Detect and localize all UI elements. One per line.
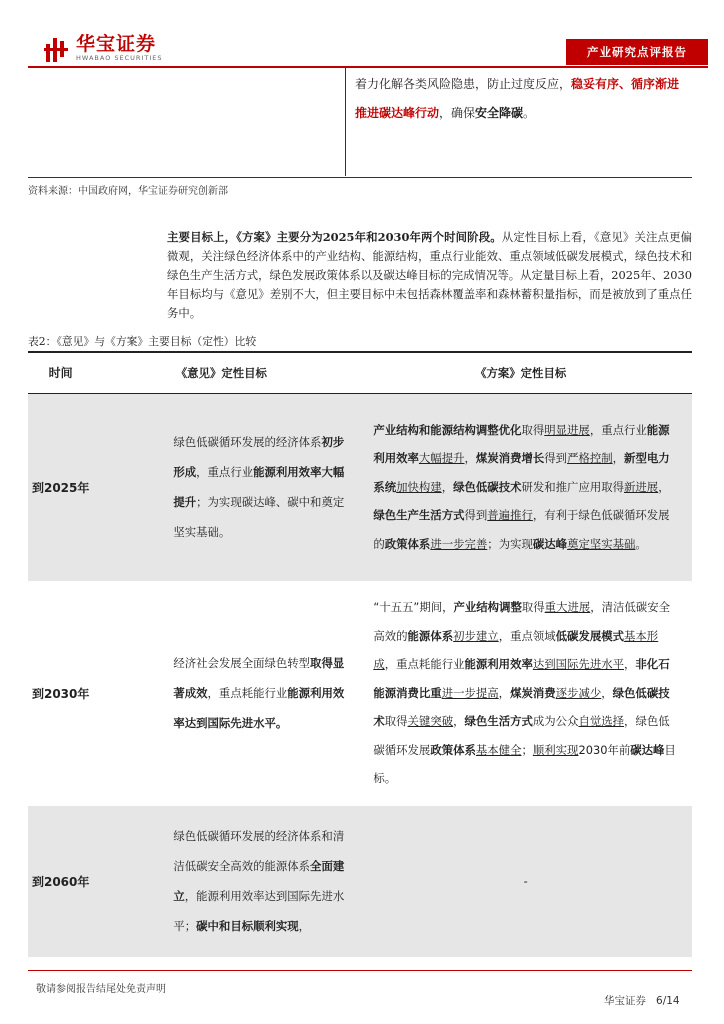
header-divider (28, 66, 708, 68)
row-yijian-cell: 绿色低碳循环发展的经济体系初步形成，重点行业能源利用效率大幅提升；为实现碳达峰、碳中和奠定坚实基础。 (93, 393, 349, 581)
logo-name-cn: 华宝证券 (76, 33, 157, 55)
logo-name-en: HWABAO SECURITIES (76, 54, 163, 62)
page-number: 华宝证券 6/14 (604, 995, 680, 1007)
table-bottom-border (28, 177, 692, 178)
row-fangan-cell: - (349, 805, 692, 957)
table-row (28, 805, 692, 957)
row-yijian-cell: 经济社会发展全面绿色转型取得显著成效，重点耗能行业能源利用效率达到国际先进水平。 (93, 581, 349, 805)
header-fangan: 《方案》定性目标 (349, 353, 692, 393)
company-logo (44, 34, 162, 63)
row-yijian-cell: 绿色低碳循环发展的经济体系和清洁低碳安全高效的能源体系全面建立，能源利用效率达到国际先进水平；碳中和目标顺利实现， (93, 805, 349, 957)
comparison-table (28, 353, 692, 957)
row-fangan-cell: 产业结构和能源结构调整优化取得明显进展，重点行业能源利用效率大幅提升，煤炭消费增长得到严格控制，新型电力系统加快构建，绿色低碳技术研发和推广应用取得新进展，绿色生产生活方式得到普遍推行，有利于绿色低碳循环发展的政策体系进一步完善；为实现碳达峰奠定坚实基础。 (349, 393, 692, 581)
footer-disclaimer: 敬请参阅报告结尾处免责声明 (36, 984, 166, 995)
header-yijian: 《意见》定性目标 (93, 353, 349, 393)
row-time: 到2060年 (28, 805, 93, 957)
row-fangan-cell: “十五五”期间，产业结构调整取得重大进展，清洁低碳安全高效的能源体系初步建立，重点领域低碳发展模式基本形成，重点耗能行业能源利用效率达到国际先进水平，非化石能源消费比重进一步提高，煤炭消费逐步减少，绿色低碳技术取得关键突破，绿色生活方式成为公众自觉选择，绿色低碳循环发展政策体系基本健全；顺利实现2030年前碳达峰目标。 (349, 581, 692, 805)
header-time: 时间 (28, 353, 93, 393)
source-note: 资料来源：中国政府网，华宝证券研究创新部 (28, 186, 228, 197)
table-cell-continued: 着力化解各类风险隐患，防止过度反应，稳妥有序、循序渐进推进碳达峰行动，确保安全降碳。 (355, 77, 680, 120)
table-header-row (28, 353, 692, 393)
table-row (28, 581, 692, 805)
footer-divider (28, 970, 692, 971)
row-time: 到2030年 (28, 581, 93, 805)
table-row (28, 393, 692, 581)
logo-mark-icon (44, 36, 70, 62)
table-column-divider (345, 68, 346, 176)
body-paragraph: 主要目标上，《方案》主要分为2025年和2030年两个时间阶段。从定性目标上看，《意见》关注点更偏微观，关注绿色经济体系中的产业结构、能源结构，重点行业能效、重点领域低碳发展模式，绿色技术和绿色生产生活方式，绿色发展政策体系以及碳达峰目标的完成情况等。从定量目标上看，2025年、2030年目标均与《意见》差别不大，但主要目标中未包括森林覆盖率和森林蓄积量指标，而是被放到了重点任务中。 (167, 230, 692, 320)
report-type-badge: 产业研究点评报告 (566, 39, 708, 65)
row-time: 到2025年 (28, 393, 93, 581)
table-caption: 表2：《意见》与《方案》主要目标（定性）比较 (28, 335, 257, 348)
